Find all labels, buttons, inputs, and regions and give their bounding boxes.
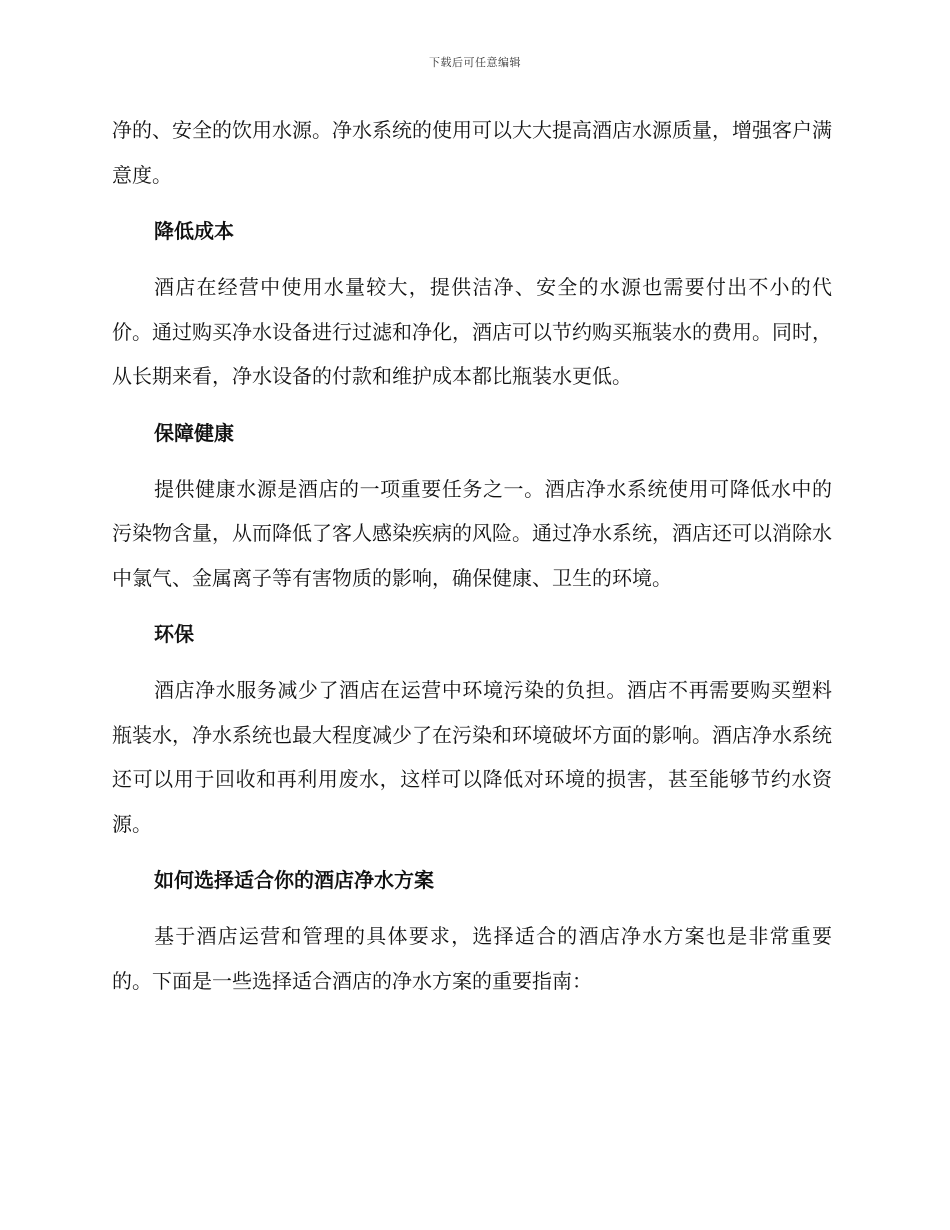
paragraph-choose-plan: 基于酒店运营和管理的具体要求，选择适合的酒店净水方案也是非常重要的。下面是一些选择适合酒店的净水方案的重要指南： [112, 924, 832, 993]
heading-choose-plan: 如何选择适合你的酒店净水方案 [154, 868, 434, 892]
heading-health: 保障健康 [154, 420, 234, 445]
document-body [112, 108, 832, 1015]
paragraph-health: 提供健康水源是酒店的一项重要任务之一。酒店净水系统使用可降低水中的污染物含量，从而降低了客人感染疾病的风险。通过净水系统，酒店还可以消除水中氯气、金属离子等有害物质的影响，确保健康、卫生的环境。 [112, 476, 832, 590]
heading-environment: 环保 [154, 622, 194, 646]
paragraph-reduce-cost: 酒店在经营中使用水量较大，提供洁净、安全的水源也需要付出不小的代价。通过购买净水设备进行过滤和净化，酒店可以节约购买瓶装水的费用。同时，从长期来看，净水设备的付款和维护成本都比瓶装水更低。 [112, 275, 832, 388]
paragraph-environment: 酒店净水服务减少了酒店在运营中环境污染的负担。酒店不再需要购买塑料瓶装水，净水系统也最大程度减少了在污染和环境破坏方面的影响。酒店净水系统还可以用于回收和再利用废水，这样可以降低对环境的损害，甚至能够节约水资源。 [112, 678, 832, 836]
heading-reduce-cost: 降低成本 [154, 219, 234, 243]
page-header: 下载后可任意编辑 [429, 56, 521, 69]
paragraph-intro-continuation: 净的、安全的饮用水源。净水系统的使用可以大大提高酒店水源质量，增强客户满意度。 [112, 118, 832, 187]
